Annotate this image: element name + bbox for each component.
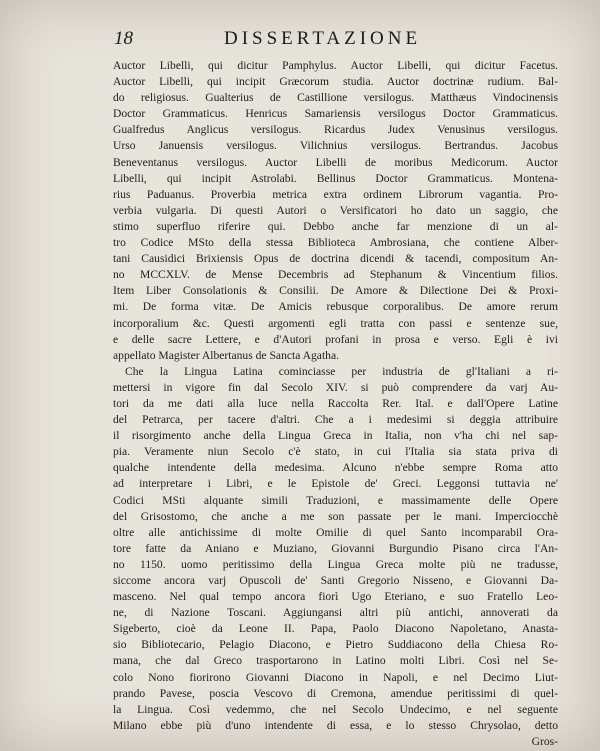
text-line: masceno. Nel qual tempo ancora fiorì Ugo Eteriano, e suo Fratello Leo- [113, 590, 558, 604]
text-line: no 1150. uomo peritissimo della Lingua Greca molte più ne tradusse, [113, 557, 558, 571]
text-line: incorporalium &c. Questi argomenti egli tratta con passi e sentenze sue, [113, 316, 558, 330]
page-header [114, 28, 454, 54]
text-line: siccome ancora varj Opuscoli de' Santi Gregorio Nisseno, e Giovanni Da- [113, 574, 558, 587]
text-line: ne, di Nazione Toscani. Aggiungansi altri più antichi, annoverati da [113, 606, 558, 620]
text-line: Codici MSti alquante simili Traduzioni, e massimamente delle Opere [113, 493, 558, 507]
text-line: tori da me dati alla luce nella Raccolta Rer. Ital. e dall'Opere Latine [113, 396, 558, 410]
text-line: qualche intendente della medesima. Alcuno n'ebbe sempre Roma atto [113, 461, 558, 475]
text-line: Item Liber Consolationis & Consilii. De Amore & Dilectione Dei & Proxi- [113, 284, 558, 298]
text-line: del Grisostomo, che anche a me son passate per le mani. Imperciocchè [113, 509, 558, 523]
text-line: sio Bibliotecario, Pelagio Diacono, e Pietro Suddiacono della Chiesa Ro- [113, 638, 558, 652]
text-line: Doctor Grammaticus. Henricus Samariensis versilogus Doctor Grammaticus. [113, 107, 558, 121]
body-text [113, 58, 558, 750]
text-line: stimo superfluo riferire qui. Debbo anche far menzione di un al- [113, 219, 558, 233]
text-line: il risorgimento anche della Lingua Greca in Italia, non v'ha chi nel sap- [113, 429, 558, 443]
text-line: no MCCXLV. de Mense Decembris ad Stephanum & Vincentium filios. [113, 268, 558, 282]
text-line: rius Paduanus. Proverbia metrica extra ordinem Librorum vagantia. Pro- [113, 187, 558, 201]
text-line: do religiosus. Gualterius de Castillione versilogus. Matthæus Vindocinensis [113, 91, 558, 105]
catchword: Gros- [531, 734, 558, 748]
text-line: Urso Januensis versilogus. Vilichnius versilogus. Bertrandus. Jacobus [113, 139, 558, 153]
text-line: tro Codice MSto della stessa Biblioteca Ambrosiana, che contiene Alber- [113, 236, 558, 250]
text-line: ad interpretare i Libri, e le Epistole de' Greci. Leggonsi tuttavia ne' [113, 477, 558, 491]
text-line: Gualfredus Anglicus versilogus. Ricardus Judex Venusinus versilogus. [113, 123, 558, 137]
text-line: Auctor Libelli, qui incipit Græcorum studia. Auctor doctrinæ rudium. Bal- [113, 75, 558, 89]
text-line: prando Pavese, poscia Vescovo di Cremona, amendue peritissimi di quel- [113, 686, 558, 700]
text-line: Milano ebbe più d'uno intendente di essa, e lo stesso Chrysolao, detto [113, 718, 558, 732]
text-line: tani Causidici Brixiensis Opus de doctrina dicendi & tacendi, compositum An- [113, 252, 558, 266]
text-line: Beneventanus versilogus. Auctor Libelli de moribus Medicorum. Auctor [113, 155, 558, 169]
text-line: Auctor Libelli, qui dicitur Pamphylus. Auctor Libelli, qui dicitur Facetus. [113, 59, 558, 72]
text-line: Libelli, qui incipit Astrolabi. Bellinus Doctor Grammaticus. Montena- [113, 171, 558, 185]
text-line: mana, che dal Greco trasportarono in Latino molti Libri. Così nel Se- [113, 654, 558, 668]
running-title: DISSERTAZIONE [224, 28, 422, 49]
text-line: oltre alle antichissime di molte Omilie di quel Santo incomparabil Ora- [113, 525, 558, 539]
text-line: la Lingua. Così vedemmo, che nel Secolo Undecimo, e nel seguente [113, 702, 558, 716]
text-line: pia. Veramente niun Secolo c'è stato, in cui l'Italia sia stata priva di [113, 445, 558, 459]
text-line: mettersi in vigore fin dal Secolo XIV. si può comprendere da varj Au- [113, 380, 558, 394]
text-line: verbia vulgaria. Di questi Autori o Versificatori ho dato un saggio, che [113, 203, 558, 217]
text-line: appellato Magister Albertanus de Sancta Agatha. [113, 348, 340, 362]
text-line: Che la Lingua Latina cominciasse per industria de gl'Italiani a ri- [125, 364, 558, 378]
text-line: Sigeberto, cioè da Leone II. Papa, Paolo Diacono Napoletano, Anasta- [113, 622, 558, 636]
text-line: mi. De forma vitæ. De Amicis rebusque corporalibus. De amore rerum [113, 300, 558, 314]
text-line: tore fatte da Aniano e Muziano, Giovanni Burgundio Pisano circa l'An- [113, 541, 558, 555]
text-line: e delle sacre Lettere, e d'Autori profani in prosa e verso. Egli è ivi [113, 332, 558, 346]
page-number: 18 [114, 28, 133, 49]
text-line: colo Nono fiorirono Giovanni Diacono in Napoli, e nel Decimo Liut- [113, 670, 558, 684]
text-line: del Petrarca, per tacere d'altri. Che a i medesimi si deggia attribuire [113, 413, 558, 427]
